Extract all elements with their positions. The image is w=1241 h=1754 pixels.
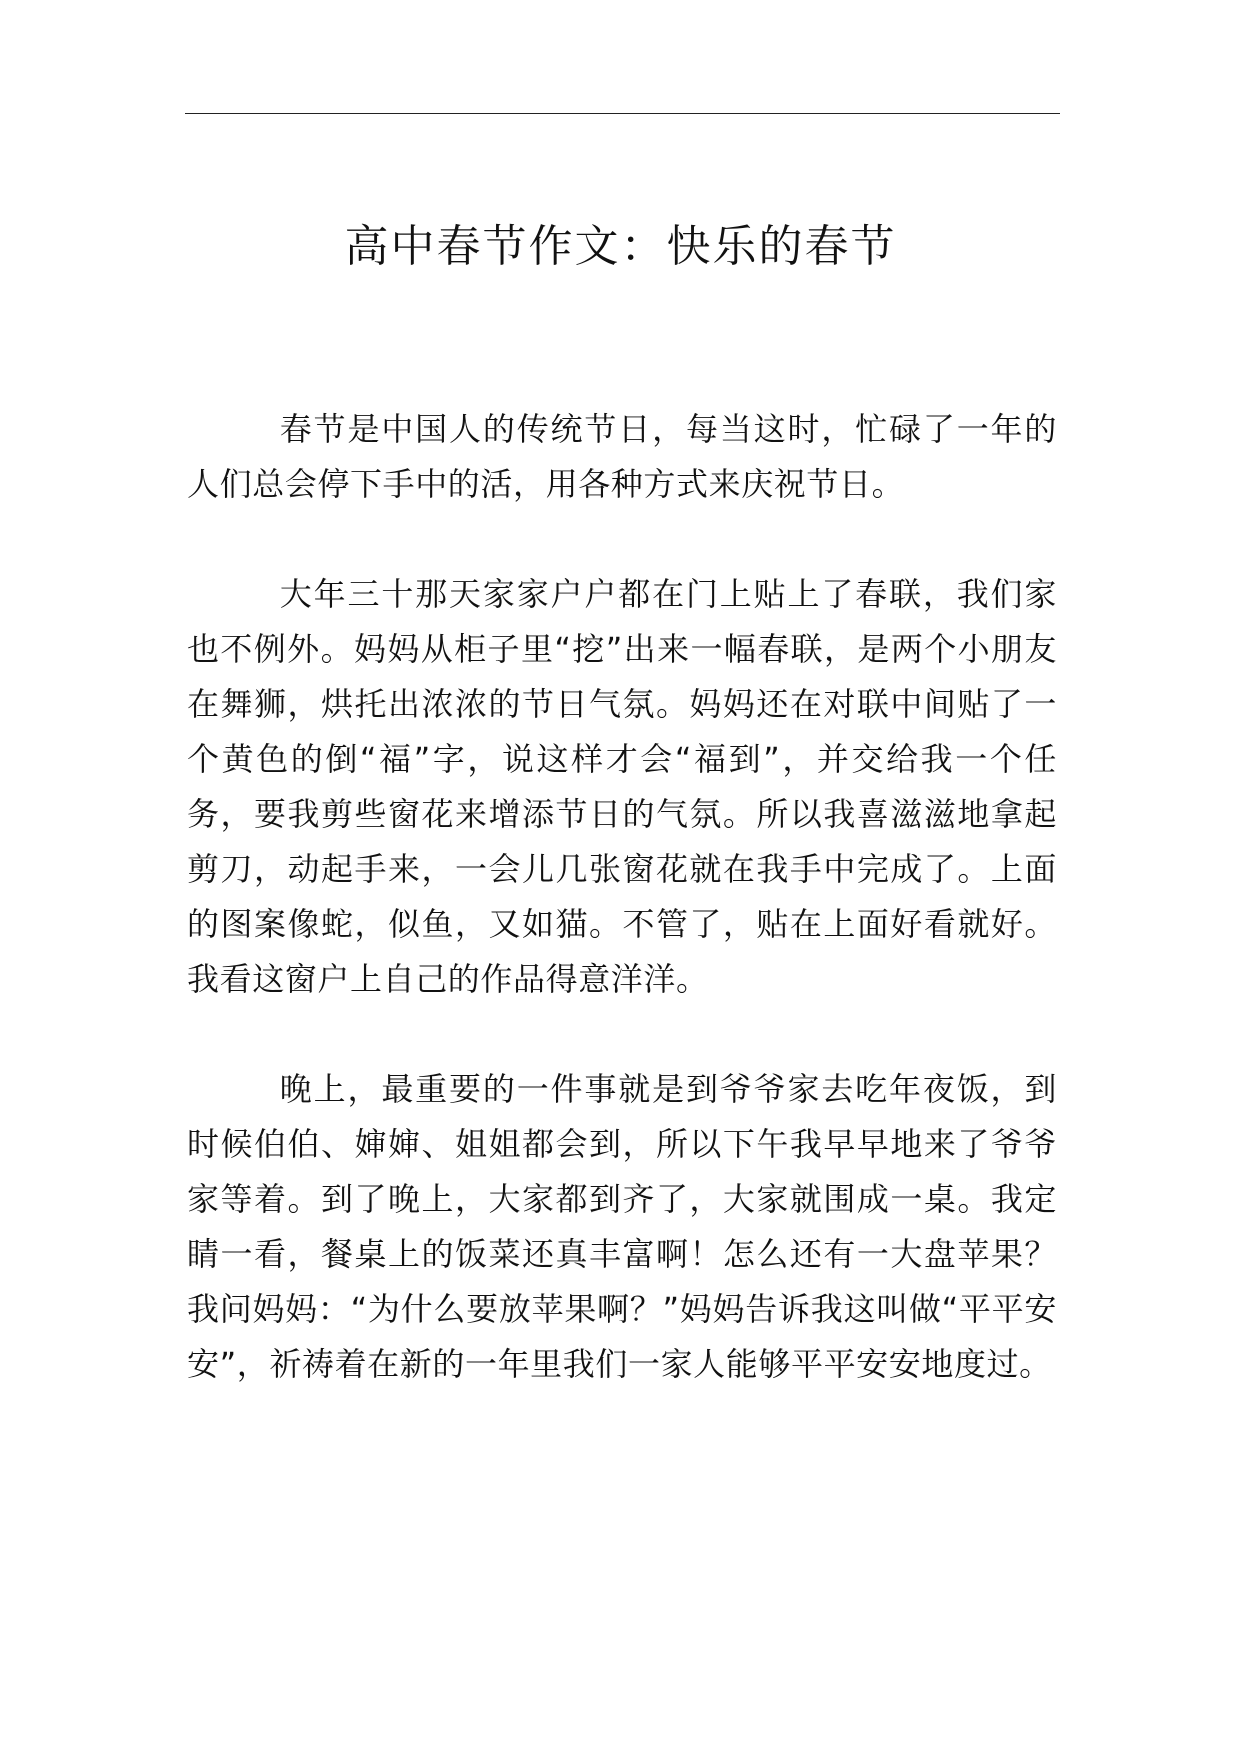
paragraph-2: 大年三十那天家家户户都在门上贴上了春联，我们家也不例外。妈妈从柜子里“挖”出来一幅春联，是两个小朋友在舞狮，烘托出浓浓的节日气氛。妈妈还在对联中间贴了一个黄色的倒“福”字，说这样才会“福到”，并交给我一个任务，要我剪些窗花来增添节日的气氛。所以我喜滋滋地拿起剪刀，动起手来，一会儿几张窗花就在我手中完成了。上面的图案像蛇，似鱼，又如猫。不管了，贴在上面好看就好。我看这窗户上自己的作品得意洋洋。 bbox=[187, 575, 1057, 998]
paragraph-3: 晚上，最重要的一件事就是到爷爷家去吃年夜饭，到时候伯伯、婶婶、姐姐都会到，所以下午我早早地来了爷爷家等着。到了晚上，大家都到齐了，大家就围成一桌。我定睛一看，餐桌上的饭菜还真丰富啊！怎么还有一大盘苹果？我问妈妈：“为什么要放苹果啊？”妈妈告诉我这叫做“平平安安”，祈祷着在新的一年里我们一家人能够平平安安地度过。 bbox=[187, 1070, 1057, 1383]
paragraph-1: 春节是中国人的传统节日，每当这时，忙碌了一年的人们总会停下手中的活，用各种方式来庆祝节日。 bbox=[187, 410, 1057, 503]
document-title: 高中春节作文：快乐的春节 bbox=[344, 221, 897, 272]
document-body bbox=[187, 402, 1057, 1447]
header-divider bbox=[185, 113, 1060, 114]
